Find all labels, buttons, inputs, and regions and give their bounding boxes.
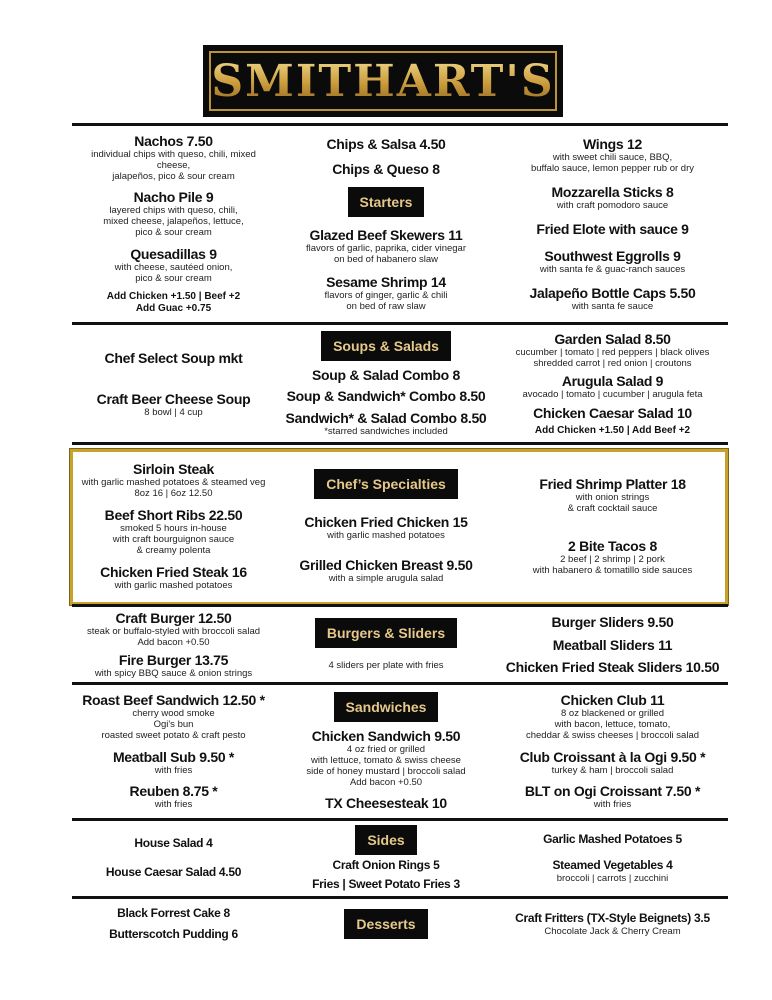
item-name: Craft Beer Cheese Soup [96,390,251,407]
menu-item [115,246,233,284]
item-description: roasted sweet potato & craft pesto [101,730,246,742]
item-name: Chef Select Soup mkt [104,350,243,367]
column-right [497,607,728,682]
item-name: Craft Onion Rings 5 [332,858,440,872]
column-mid [275,126,497,322]
item-description: steak or buffalo-styled with broccoli salad [86,626,261,638]
item-name: Chicken Fried Steak 16 [100,564,247,580]
item-description: Ogi's bun [153,719,194,731]
menu-item [109,927,238,942]
menu-item [306,728,465,788]
menu-section-chefs-specialties [72,453,728,599]
item-description: with habanero & tomatillo side sauces [532,564,693,576]
column-left [72,126,275,322]
item-description: individual chips with queso, chili, mixed [91,149,256,161]
menu-item [531,136,694,174]
menu-item [552,184,674,211]
item-name: TX Cheesesteak 10 [325,794,447,811]
item-name: Glazed Beef Skewers 11 [309,226,463,243]
item-description: 4 oz fried or grilled [346,744,426,755]
column-right [497,326,728,442]
column-right [497,685,728,817]
item-name: Butterscotch Pudding 6 [109,927,238,942]
column-right [497,126,728,322]
menu-item [552,858,672,884]
menu-item [304,514,467,541]
divider [72,442,728,445]
item-name: Chicken Caesar Salad 10 [533,404,692,421]
item-description: with garlic mashed potatoes [114,580,233,591]
item-description: layered chips with queso, chili, [109,205,238,217]
divider [72,322,728,325]
menu-item [87,610,260,648]
menu-item [103,189,243,238]
section-heading: Soups & Salads [321,331,451,361]
section-heading: Burgers & Sliders [315,618,457,648]
item-name: Sesame Shrimp 14 [326,274,446,291]
item-description: with garlic mashed potatoes & steamed veg [81,477,266,488]
menu-item [113,749,234,776]
item-description: with bacon, lettuce, tomato, [554,719,671,731]
item-description: with sweet chili sauce, BBQ, [552,152,673,164]
item-name: Jalapeño Bottle Caps 5.50 [529,284,696,301]
menu-item [529,285,695,312]
item-name: Chicken Fried Steak Sliders 10.50 [505,659,720,676]
item-description: 8 oz blackened or grilled [561,708,664,720]
item-name: Garlic Mashed Potatoes 5 [543,832,682,846]
item-name: Fries | Sweet Potato Fries 3 [312,876,460,891]
item-name: House Salad 4 [134,835,213,850]
item-description: on bed of raw slaw [346,301,426,313]
item-description: 4 sliders per plate with fries [328,659,444,671]
item-name: Sirloin Steak [133,461,214,477]
menu-item [552,614,674,630]
item-name: Soup & Sandwich* Combo 8.50 [286,388,486,405]
item-name: Club Croissant à la Ogi 9.50 * [519,748,706,765]
menu-item [106,865,241,880]
item-description: avocado | tomato | cucumber | arugula feta [522,389,703,401]
item-name: Fire Burger 13.75 [118,651,229,668]
menu-item [533,405,692,421]
item-name: Black Forrest Cake 8 [117,905,230,920]
add-on-line: Add Chicken +1.50 | Add Beef +2 [534,425,691,437]
item-description: Chocolate Jack & Cherry Cream [544,926,681,937]
menu-item [299,557,472,584]
menu-item [553,637,673,653]
item-description: buffalo sauce, lemon pepper rub or dry [530,163,694,175]
item-description: turkey & ham | broccoli salad [551,764,674,776]
item-name: Garden Salad 8.50 [554,330,671,347]
item-name: BLT on Ogi Croissant 7.50 * [524,782,701,799]
item-name: Chips & Salsa 4.50 [326,135,446,152]
item-name: Fried Shrimp Platter 18 [539,476,686,493]
column-left [72,326,275,442]
item-description: *starred sandwiches included [324,425,448,437]
item-description: with onion strings [575,492,650,504]
item-description: with fries [154,764,193,776]
menu-item [536,221,688,237]
menu-item [95,652,252,679]
menu-item [506,659,719,675]
column-mid [275,326,497,442]
item-name: Steamed Vegetables 4 [552,858,673,872]
menu-item [539,476,685,514]
column-left [72,899,275,949]
add-on-line: Add Chicken +1.50 | Beef +2 [106,290,241,302]
menu-item [520,749,706,776]
item-description: flavors of garlic, paprika, cider vinegar [306,242,466,254]
column-right [497,453,728,599]
menu-item [134,836,212,851]
menu-item [522,373,702,400]
menu-item [100,564,247,591]
menu-section-desserts [72,899,728,949]
item-description: with lettuce, tomato & swiss cheese [311,755,461,766]
item-name: Chicken Fried Chicken 15 [304,514,468,530]
item-description: with fries [154,798,193,810]
item-name: Burger Sliders 9.50 [551,613,674,630]
item-name: Fried Elote with sauce 9 [536,221,689,238]
add-on-line: Add Guac +0.75 [135,302,212,314]
section-heading: Sides [355,825,416,855]
item-name: Meatball Sub 9.50 * [112,748,235,765]
item-description: with santa fe sauce [571,300,654,312]
restaurant-logo [203,45,563,117]
item-name: Beef Short Ribs 22.50 [104,507,243,523]
menu-item [105,350,243,366]
item-description: pico & sour cream [135,272,212,284]
item-name: Wings 12 [583,136,642,153]
item-name: Roast Beef Sandwich 12.50 * [82,692,265,709]
menu-item [117,906,230,921]
column-left [72,685,275,817]
item-name: Quesadillas 9 [130,245,217,262]
item-description: broccoli | carrots | zucchini [556,873,669,884]
menu-section-sandwiches [72,685,728,817]
column-right [497,899,728,949]
menu-section-burgers-sliders [72,607,728,682]
menu-item [105,507,243,556]
menu-item [286,410,487,437]
column-mid [275,453,497,599]
menu-item [515,911,710,937]
item-name: Arugula Salad 9 [561,373,664,390]
column-left [72,607,275,682]
menu-item [533,538,692,576]
item-description: with craft bourguignon sauce [112,534,235,545]
add-on-options [107,291,240,315]
item-description: flavors of ginger, garlic & chili [324,290,448,302]
menu-item [516,331,710,369]
item-description: with garlic mashed potatoes [327,530,445,541]
item-description: with craft pomodoro sauce [556,200,669,212]
item-name: Soup & Salad Combo 8 [311,366,460,383]
item-description: 2 beef | 2 shrimp | 2 pork [560,553,665,565]
item-description: with fries [593,798,632,810]
item-description: smoked 5 hours in-house [120,523,227,534]
item-description: cucumber | tomato | red peppers | black olives [515,346,710,358]
item-name: Sandwich* & Salad Combo 8.50 [285,409,487,426]
item-description: side of honey mustard | broccoli salad [306,766,466,777]
item-description: mixed cheese, jalapeños, lettuce, [103,216,244,228]
item-description: Add bacon +0.50 [137,637,210,649]
menu-item [328,660,443,671]
column-mid [275,821,497,895]
menu-item [130,783,218,810]
item-description: Add bacon +0.50 [349,777,423,788]
menu-item [324,274,447,312]
column-mid [275,685,497,817]
menu-item [543,832,682,847]
item-name: 2 Bite Tacos 8 [568,537,657,554]
item-description: pico & sour cream [135,227,212,239]
menu-item [325,795,447,811]
item-name: House Caesar Salad 4.50 [105,865,242,880]
item-name: Chips & Queso 8 [332,161,440,178]
item-description: with santa fe & guac-ranch sauces [539,263,686,275]
item-name: Mozzarella Sticks 8 [551,184,674,201]
item-description: jalapeños, pico & sour cream [112,171,235,183]
item-name: Nachos 7.50 [134,133,213,150]
menu-item [540,248,685,275]
item-description: cheddar & swiss cheeses | broccoli salad [525,730,700,742]
column-mid [275,607,497,682]
item-description: 8 bowl | 4 cup [144,406,203,418]
menu-item [82,692,265,741]
menu-item [287,388,486,404]
item-description: & creamy polenta [136,545,211,556]
menu-item [97,391,251,418]
item-name: Nacho Pile 9 [133,189,214,206]
item-name: Craft Fritters (TX-Style Beignets) 3.5 [515,911,710,925]
logo-frame [209,51,557,111]
menu-item [82,461,266,499]
menu-item [326,136,445,152]
item-description: & craft cocktail sauce [567,503,658,515]
item-name: Craft Burger 12.50 [115,610,232,627]
item-description: with cheese, sautéed onion, [114,261,233,273]
column-left [72,821,275,895]
item-description: cheese, [156,160,191,172]
column-mid [275,899,497,949]
item-description: cherry wood smoke [132,708,215,720]
item-name: Chicken Club 11 [560,692,665,709]
menu-section-starters [72,126,728,322]
menu-item [312,877,460,892]
item-name: Meatball Sliders 11 [552,636,673,653]
menu-item [91,133,256,182]
item-name: Southwest Eggrolls 9 [544,247,681,264]
section-heading: Starters [348,187,425,217]
item-description: shredded carrot | red onion | croutons [533,357,692,369]
add-on-options [535,425,690,437]
item-name: Grilled Chicken Breast 9.50 [299,556,473,573]
section-heading: Desserts [344,909,427,939]
column-left [72,453,275,599]
menu-item [306,227,466,265]
column-right [497,821,728,895]
item-description: 8oz 16 | 6oz 12.50 [134,488,213,499]
logo-text: SMITHART'S [211,55,555,107]
item-description: with spicy BBQ sauce & onion strings [94,667,253,679]
menu-item [526,692,699,741]
menu-item [525,783,700,810]
item-name: Reuben 8.75 * [129,782,218,799]
item-description: with a simple arugula salad [328,572,444,584]
menu-item [332,161,440,177]
item-name: Chicken Sandwich 9.50 [311,728,461,744]
item-description: on bed of habanero slaw [333,253,439,265]
section-heading: Sandwiches [334,692,439,722]
menu-section-soups-salads [72,326,728,442]
menu-item [312,367,460,383]
menu-item [333,858,440,873]
section-heading: Chef’s Specialties [314,469,458,499]
menu-section-sides [72,821,728,895]
